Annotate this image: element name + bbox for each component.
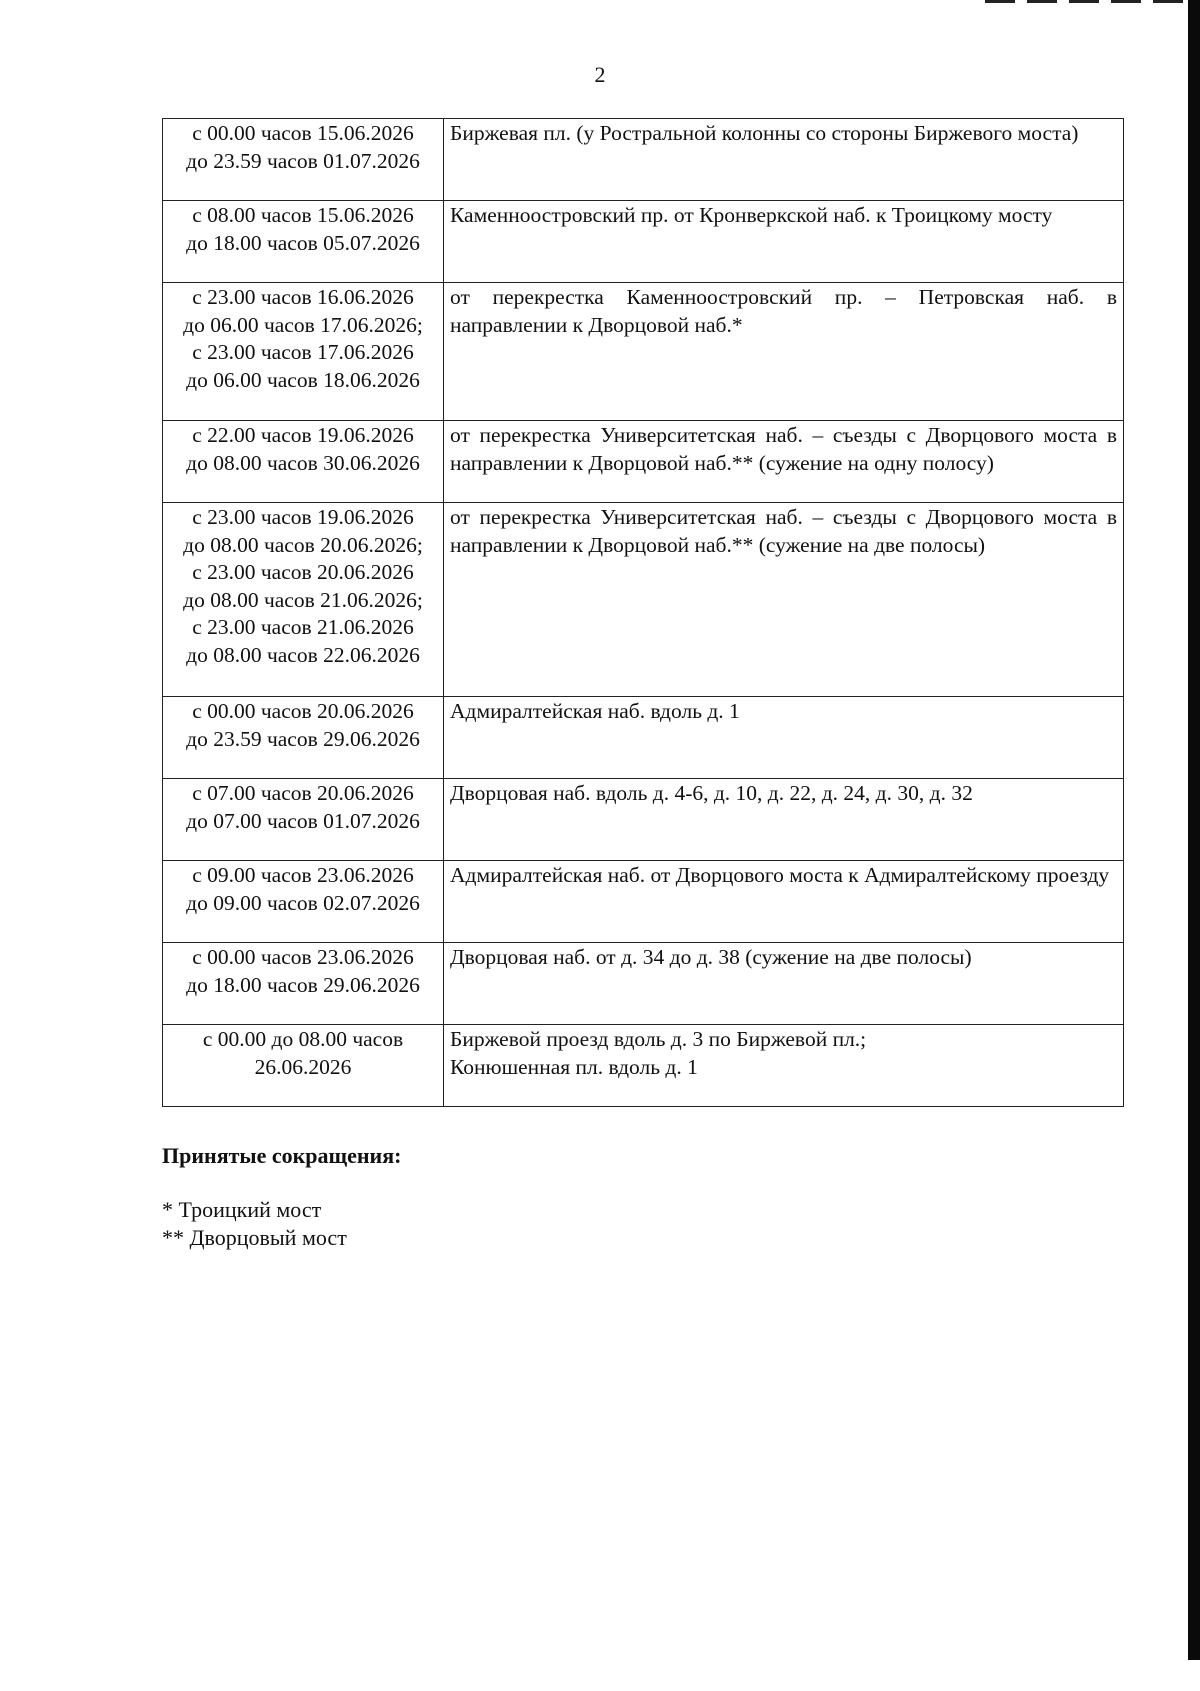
- table-row: [163, 1025, 1124, 1107]
- period-cell: с 09.00 часов 23.06.2026 до 09.00 часов 02.07.2026: [163, 861, 444, 943]
- location-cell: Адмиралтейская наб. от Дворцового моста к Адмиралтейскому проезду: [444, 861, 1124, 943]
- abbreviations-heading: Принятые сокращения:: [162, 1143, 402, 1168]
- location-cell: Каменноостровский пр. от Кронверкской наб. к Троицкому мосту: [444, 201, 1124, 283]
- abbreviation-item: ** Дворцовый мост: [162, 1225, 347, 1250]
- location-cell: от перекрестка Каменноостровский пр. – Петровская наб. в направлении к Дворцовой наб.*: [444, 283, 1124, 421]
- table-row: [163, 779, 1124, 861]
- location-cell: Дворцовая наб. вдоль д. 4-6, д. 10, д. 22, д. 24, д. 30, д. 32: [444, 779, 1124, 861]
- scan-edge-right: [1188, 0, 1200, 1660]
- closure-schedule-table: [162, 118, 1124, 1107]
- location-cell: от перекрестка Университетская наб. – съезды с Дворцового моста в направлении к Дворцовой наб.** (сужение на одну полосу): [444, 421, 1124, 503]
- period-cell: с 00.00 часов 23.06.2026 до 18.00 часов 29.06.2026: [163, 943, 444, 1025]
- period-cell: с 22.00 часов 19.06.2026 до 08.00 часов 30.06.2026: [163, 421, 444, 503]
- table-row: [163, 201, 1124, 283]
- location-cell: Дворцовая наб. от д. 34 до д. 38 (сужение на две полосы): [444, 943, 1124, 1025]
- location-cell: Биржевая пл. (у Ростральной колонны со стороны Биржевого моста): [444, 119, 1124, 201]
- period-cell: с 08.00 часов 15.06.2026 до 18.00 часов 05.07.2026: [163, 201, 444, 283]
- period-cell: с 00.00 часов 15.06.2026 до 23.59 часов 01.07.2026: [163, 119, 444, 201]
- period-cell: с 00.00 до 08.00 часов 26.06.2026: [163, 1025, 444, 1107]
- location-cell: от перекрестка Университетская наб. – съезды с Дворцового моста в направлении к Дворцовой наб.** (сужение на две полосы): [444, 503, 1124, 697]
- period-cell: с 23.00 часов 16.06.2026 до 06.00 часов 17.06.2026; с 23.00 часов 17.06.2026 до 06.00 часов 18.06.2026: [163, 283, 444, 421]
- table-row: [163, 421, 1124, 503]
- period-cell: с 23.00 часов 19.06.2026 до 08.00 часов 20.06.2026; с 23.00 часов 20.06.2026 до 08.00 часов 21.06.2026; с 23.00 часов 21.06.2026 до 08.00 часов 22.06.2026: [163, 503, 444, 697]
- location-cell: Адмиралтейская наб. вдоль д. 1: [444, 697, 1124, 779]
- table-row: [163, 283, 1124, 421]
- scan-edge-top: [985, 0, 1188, 3]
- location-cell: Биржевой проезд вдоль д. 3 по Биржевой пл.; Конюшенная пл. вдоль д. 1: [444, 1025, 1124, 1107]
- period-cell: с 00.00 часов 20.06.2026 до 23.59 часов 29.06.2026: [163, 697, 444, 779]
- period-cell: с 07.00 часов 20.06.2026 до 07.00 часов 01.07.2026: [163, 779, 444, 861]
- table-row: [163, 697, 1124, 779]
- abbreviation-item: * Троицкий мост: [162, 1197, 322, 1222]
- table-row: [163, 861, 1124, 943]
- table-row: [163, 943, 1124, 1025]
- table-row: [163, 119, 1124, 201]
- abbreviations-list: [162, 1196, 347, 1252]
- page-number: 2: [594, 62, 606, 87]
- table-row: [163, 503, 1124, 697]
